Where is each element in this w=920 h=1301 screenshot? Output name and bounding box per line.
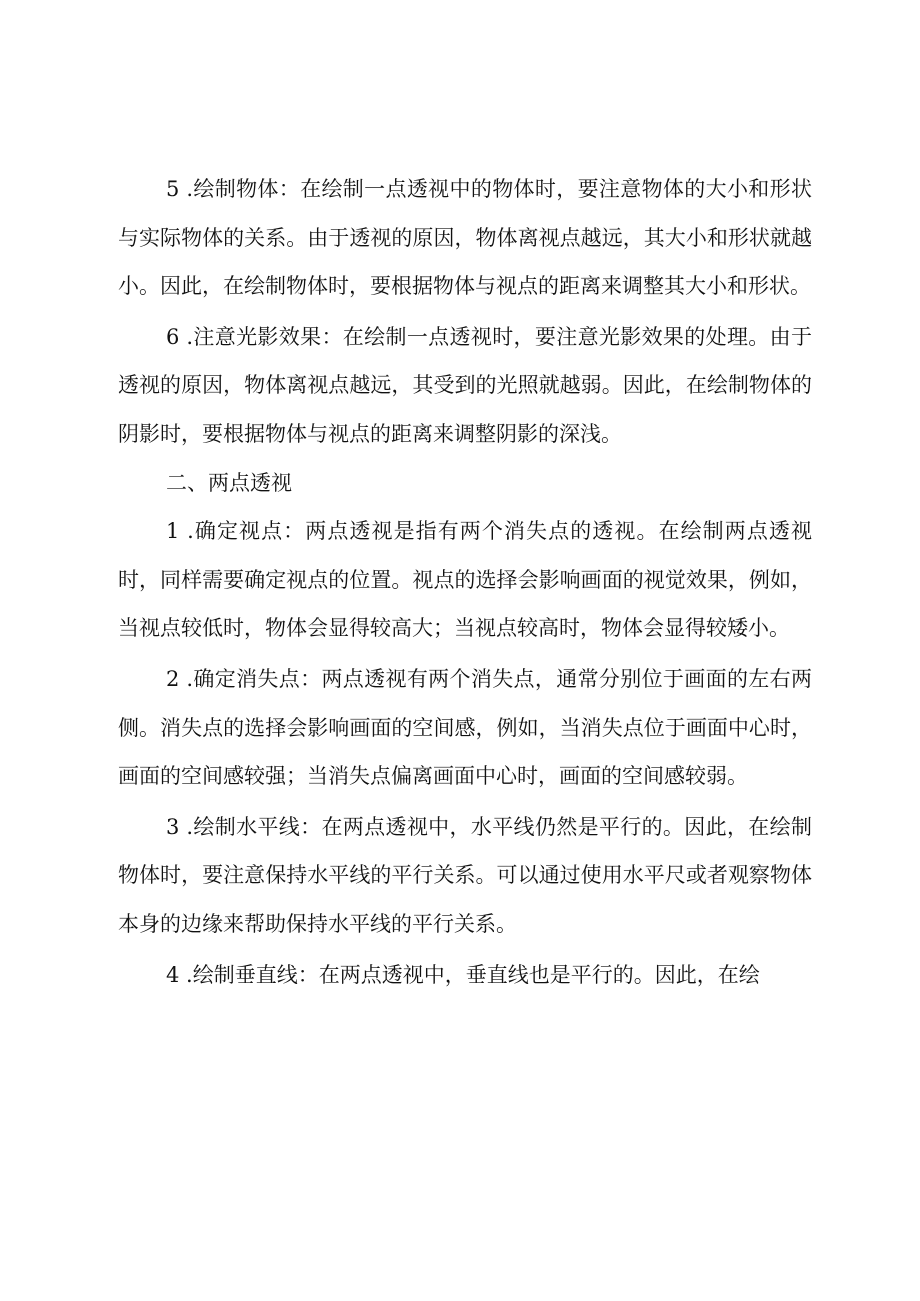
section-heading-two-point-perspective: 二、两点透视 <box>166 470 292 495</box>
paragraph-draw-vertical-lines: 4 .绘制垂直线：在两点透视中，垂直线也是平行的。因此，在绘 <box>166 962 760 987</box>
paragraph-determine-vanishing-points: 2 .确定消失点：两点透视有两个消失点，通常分别位于画面的左右两侧。消失点的选择会影响画面的空间感，例如，当消失点位于画面中心时，画面的空间感较强；当消失点偏离画面中心时，画面的空间感较弱。 <box>118 666 812 789</box>
paragraph-draw-horizontal-lines: 3 .绘制水平线：在两点透视中，水平线仍然是平行的。因此，在绘制物体时，要注意保持水平线的平行关系。可以通过使用水平尺或者观察物体本身的边缘来帮助保持水平线的平行关系。 <box>118 814 812 936</box>
paragraph-determine-viewpoint: 1 .确定视点：两点透视是指有两个消失点的透视。在绘制两点透视时，同样需要确定视点的位置。视点的选择会影响画面的视觉效果，例如，当视点较低时，物体会显得较高大；当视点较高时，物体会显得较矮小。 <box>118 519 812 641</box>
paragraph-draw-objects: 5 .绘制物体：在绘制一点透视中的物体时，要注意物体的大小和形状与实际物体的关系。由于透视的原因，物体离视点越远，其大小和形状就越小。因此，在绘制物体时，要根据物体与视点的距离来调整其大小和形状。 <box>118 177 812 299</box>
paragraph-light-shadow: 6 .注意光影效果：在绘制一点透视时，要注意光影效果的处理。由于透视的原因，物体离视点越远，其受到的光照就越弱。因此，在绘制物体的阴影时，要根据物体与视点的距离来调整阴影的深浅。 <box>118 324 812 446</box>
document-body <box>118 165 812 999</box>
